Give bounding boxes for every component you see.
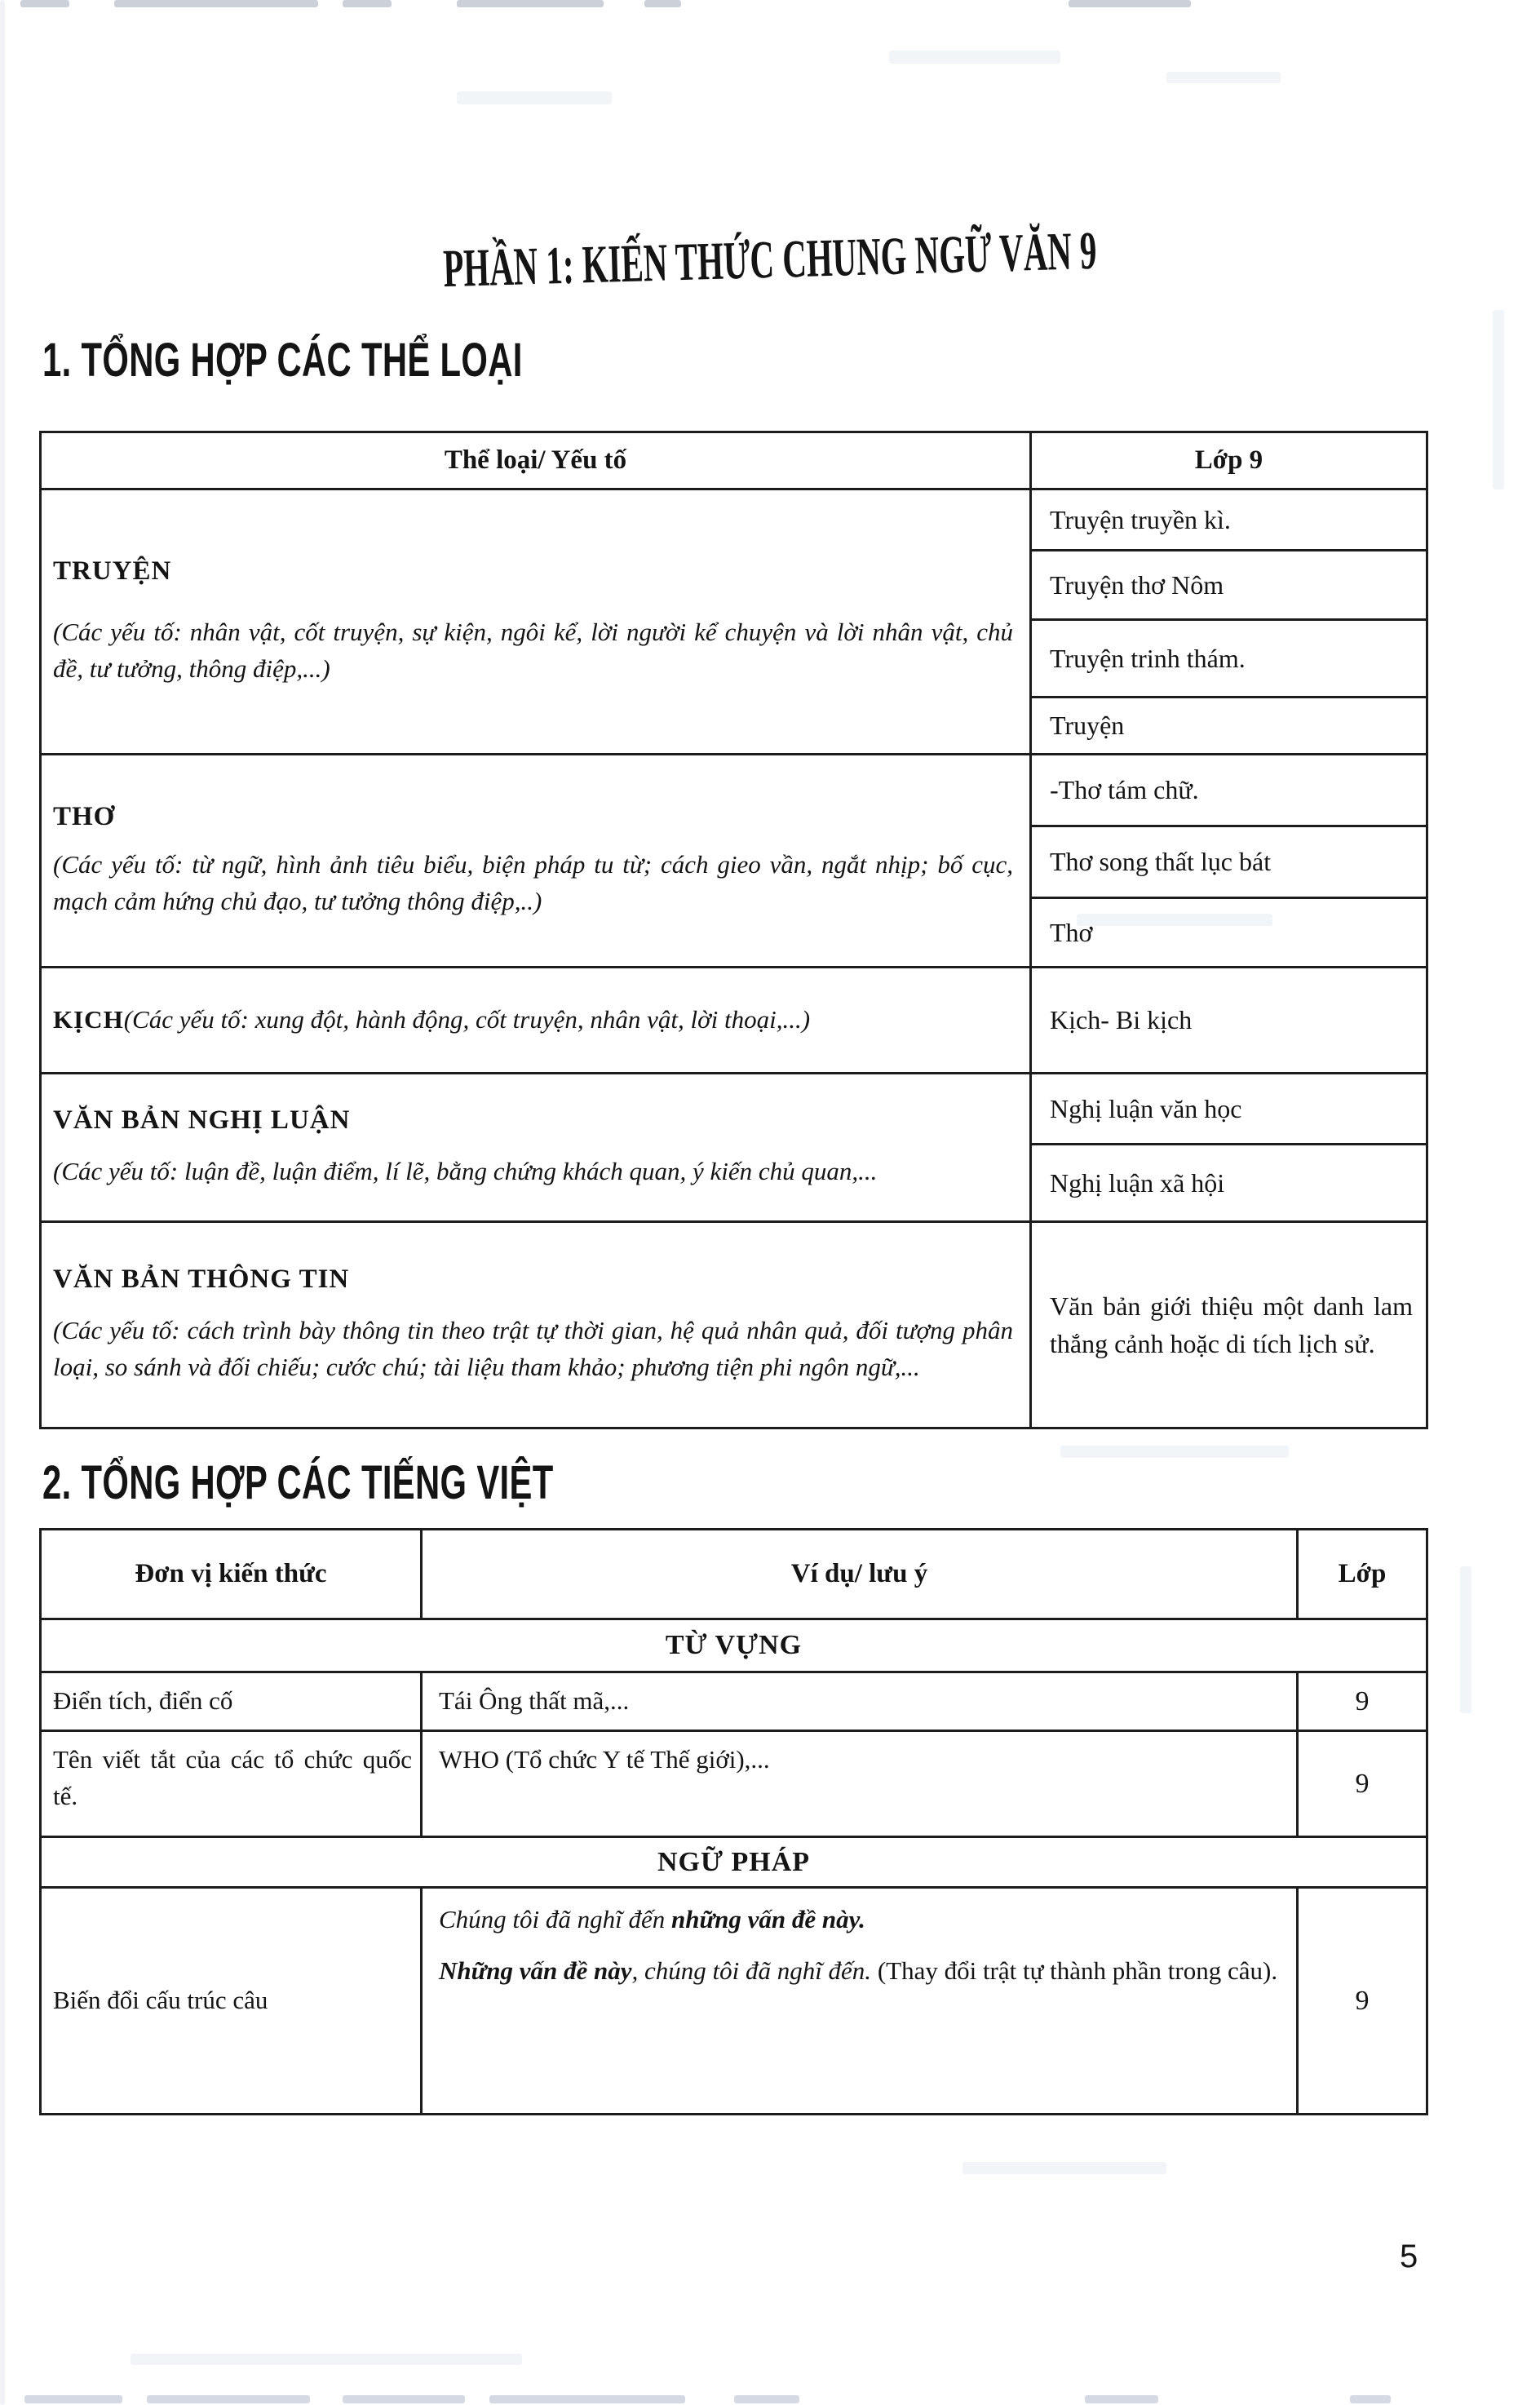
grade9-item: Truyện trinh thám. bbox=[1031, 620, 1427, 698]
genre-detail: (Các yếu tố: nhân vật, cốt truyện, sự kiện, ngôi kể, lời người kể chuyện và lời nhân vật, chủ đề, tư tưởng, thông điệp,...) bbox=[53, 618, 1013, 683]
table-row bbox=[41, 1222, 1427, 1428]
genre-label: VĂN BẢN THÔNG TIN bbox=[53, 1265, 350, 1295]
scan-artifact bbox=[114, 0, 318, 7]
scan-artifact bbox=[24, 2395, 122, 2403]
grade9-item: Văn bản giới thiệu một danh lam thắng cảnh hoặc di tích lịch sử. bbox=[1031, 1222, 1427, 1428]
scan-artifact bbox=[734, 2395, 799, 2403]
table-row bbox=[41, 1672, 1427, 1731]
bleed-through bbox=[457, 91, 612, 104]
section-1-heading: 1. TỔNG HỢP CÁC THỂ LOẠI bbox=[42, 334, 523, 387]
scan-artifact bbox=[644, 0, 681, 7]
grade9-item: Nghị luận văn học bbox=[1031, 1074, 1427, 1145]
scan-artifact bbox=[489, 2395, 685, 2403]
genre-cell-nghi-luan bbox=[41, 1074, 1031, 1222]
grade9-item: Truyện bbox=[1031, 698, 1427, 755]
bleed-through bbox=[1060, 1446, 1289, 1458]
knowledge-unit: Điển tích, điển cố bbox=[41, 1672, 422, 1731]
example-cell: Tái Ông thất mã,... bbox=[422, 1672, 1298, 1731]
group-label: NGỮ PHÁP bbox=[41, 1837, 1427, 1888]
scan-artifact bbox=[1085, 2395, 1158, 2403]
scan-artifact bbox=[1350, 2395, 1391, 2403]
grade9-column-header: Lớp 9 bbox=[1031, 432, 1427, 489]
scan-artifact bbox=[147, 2395, 310, 2403]
genre-detail: (Các yếu tố: cách trình bày thông tin theo trật tự thời gian, hệ quả nhân quả, đối tượng phân loại, so sánh và đối chiếu; cước chú; tài liệu tham khảo; phương tiện phi ngôn ngữ,... bbox=[53, 1316, 1013, 1381]
genre-detail bbox=[53, 1002, 1013, 1038]
grade9-item: Truyện truyền kì. bbox=[1031, 489, 1427, 551]
vietnamese-table bbox=[39, 1528, 1428, 2115]
bleed-through bbox=[1493, 310, 1504, 489]
group-row-grammar bbox=[41, 1837, 1427, 1888]
genre-detail: (Các yếu tố: từ ngữ, hình ảnh tiêu biểu, biện pháp tu từ; cách gieo vần, ngắt nhịp; bố cục, mạch cảm hứng chủ đạo, tư tưởng thông điệp,..) bbox=[53, 850, 1013, 915]
bleed-through bbox=[962, 2162, 1166, 2174]
example-cell bbox=[422, 1888, 1298, 2115]
group-row-vocabulary bbox=[41, 1619, 1427, 1672]
grade9-item: Nghị luận xã hội bbox=[1031, 1145, 1427, 1222]
example-sentence-2: Những vấn đề này, chúng tôi đã nghĩ đến. (Thay đổi trật tự thành phần trong câu). bbox=[439, 1955, 1278, 1985]
grade-cell: 9 bbox=[1298, 1672, 1427, 1731]
genre-detail-text: (Các yếu tố: xung đột, hành động, cốt truyện, nhân vật, lời thoại,...) bbox=[123, 1005, 811, 1034]
grade-cell: 9 bbox=[1298, 1888, 1427, 2115]
genre-label: VĂN BẢN NGHỊ LUẬN bbox=[53, 1105, 351, 1135]
example-column-header: Ví dụ/ lưu ý bbox=[422, 1530, 1298, 1619]
grade-cell: 9 bbox=[1298, 1731, 1427, 1837]
grade9-item: Kịch- Bi kịch bbox=[1031, 968, 1427, 1074]
genre-cell-tho bbox=[41, 755, 1031, 968]
section-2-heading: 2. TỔNG HỢP CÁC TIẾNG VIỆT bbox=[42, 1456, 554, 1509]
bleed-through bbox=[131, 2354, 522, 2365]
genre-detail: (Các yếu tố: luận đề, luận điểm, lí lẽ, bằng chứng khách quan, ý kiến chủ quan,... bbox=[53, 1156, 878, 1185]
table-row bbox=[41, 489, 1427, 551]
knowledge-unit: Tên viết tắt của các tổ chức quốc tế. bbox=[41, 1731, 422, 1837]
grade-column-header: Lớp bbox=[1298, 1530, 1427, 1619]
scan-artifact bbox=[343, 0, 392, 7]
scan-artifact bbox=[457, 0, 604, 7]
table-row bbox=[41, 1888, 1427, 2115]
genres-column-header: Thể loại/ Yếu tố bbox=[41, 432, 1031, 489]
knowledge-unit: Biến đổi cấu trúc câu bbox=[41, 1888, 422, 2115]
page-number: 5 bbox=[1400, 2239, 1418, 2274]
table-row bbox=[41, 1074, 1427, 1145]
genre-cell-truyen bbox=[41, 489, 1031, 755]
example-cell: WHO (Tổ chức Y tế Thế giới),... bbox=[422, 1731, 1298, 1837]
genre-cell-kich bbox=[41, 968, 1031, 1074]
table-row bbox=[41, 755, 1427, 826]
scan-artifact bbox=[0, 0, 5, 2405]
group-label: TỪ VỰNG bbox=[41, 1619, 1427, 1672]
scan-artifact bbox=[20, 0, 69, 7]
grade9-item: Thơ song thất lục bát bbox=[1031, 826, 1427, 898]
bleed-through bbox=[1166, 72, 1281, 83]
grade9-item: Truyện thơ Nôm bbox=[1031, 551, 1427, 620]
genre-label: THƠ bbox=[53, 802, 116, 832]
grade9-item: Thơ bbox=[1031, 898, 1427, 968]
grade9-item: -Thơ tám chữ. bbox=[1031, 755, 1427, 826]
example-sentence-1: Chúng tôi đã nghĩ đến những vấn đề này. bbox=[439, 1905, 865, 1933]
table-header-row bbox=[41, 1530, 1427, 1619]
scan-artifact bbox=[343, 2395, 465, 2403]
genre-label: TRUYỆN bbox=[53, 556, 172, 587]
table-header-row bbox=[41, 432, 1427, 489]
unit-column-header: Đơn vị kiến thức bbox=[41, 1530, 422, 1619]
genre-cell-thong-tin bbox=[41, 1222, 1031, 1428]
table-row bbox=[41, 968, 1427, 1074]
table-row bbox=[41, 1731, 1427, 1837]
bleed-through bbox=[889, 51, 1060, 64]
genre-label: KỊCH bbox=[53, 1005, 124, 1034]
scan-artifact bbox=[1069, 0, 1191, 7]
genres-table bbox=[39, 431, 1428, 1429]
bleed-through bbox=[1460, 1566, 1471, 1713]
page-title: PHẦN 1: KIẾN THỨC CHUNG NGỮ VĂN 9 bbox=[442, 220, 1098, 299]
